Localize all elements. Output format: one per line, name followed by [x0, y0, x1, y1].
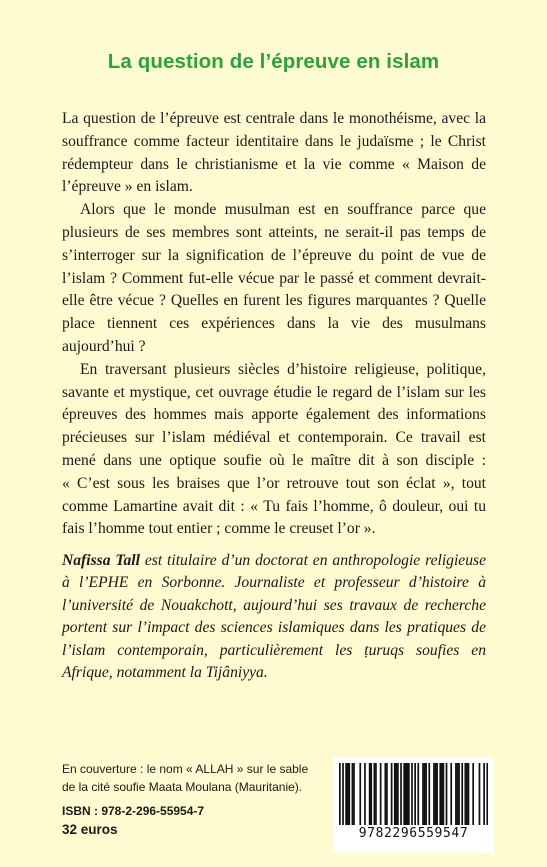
cover-credit	[62, 761, 332, 796]
blurb-paragraph: Alors que le monde musulman est en souffrance parce que plusieurs de ses membres sont atteints, ne serait-il pas temps de s’interroger sur la signification de l’épreuve du point de vue de l’islam ? Comment fut-elle vécue par le passé et comment devrait-elle être vécue ? Quelles en furent les figures marquantes ? Quelle place tiennent ces expériences dans la vie des musulmans aujourd’hui ?	[62, 201, 486, 355]
barcode-bar	[446, 763, 448, 825]
barcode-bar	[339, 763, 341, 825]
barcode-bar	[483, 763, 485, 825]
author-bio	[62, 550, 486, 684]
barcode-bar	[455, 763, 457, 825]
author-name: Nafissa Tall	[62, 552, 140, 569]
barcode-bars	[339, 763, 488, 825]
barcode-bar	[464, 763, 466, 825]
barcode-bar	[345, 763, 347, 825]
barcode-bar	[428, 763, 430, 825]
barcode-bar	[342, 763, 344, 825]
barcode-bar	[422, 763, 424, 825]
barcode-bar	[395, 763, 397, 825]
barcode-bar	[348, 763, 350, 825]
barcode-number: 9782296559547	[358, 826, 469, 841]
price-label: 32 euros	[62, 822, 118, 837]
barcode-bar	[461, 763, 463, 825]
back-cover-blurb	[62, 108, 486, 541]
barcode-bar	[384, 763, 386, 825]
cover-credit-line: de la cité soufie Maata Moulana (Mauritanie).	[62, 779, 303, 794]
cover-credit-line: En couverture : le nom « ALLAH » sur le sable	[62, 762, 309, 776]
blurb-paragraph: La question de l’épreuve est centrale dans le monothéisme, avec la souffrance comme facteur identitaire dans le judaïsme ; le Christ rédempteur dans le christianisme et la vie comme « Maison de l’épreuve » en islam.	[62, 110, 486, 196]
barcode-bar	[479, 763, 481, 825]
barcode-bar	[374, 763, 376, 825]
barcode-bar	[380, 763, 382, 825]
barcode-bar	[405, 763, 407, 825]
barcode-bar	[403, 763, 405, 825]
barcode-bar	[411, 763, 413, 825]
barcode-bar	[375, 763, 377, 825]
barcode-bar	[486, 763, 488, 825]
barcode-bar	[397, 763, 399, 825]
blurb-paragraph: En traversant plusieurs siècles d’histoire religieuse, politique, savante et mystique, cet ouvrage étudie le regard de l’islam sur les épreuves des hommes mais apporte également des informations précieuses sur l’islam médiéval et contemporain. Ce travail est mené dans une optique soufie où le maître dit à son disciple : « C’est sous les braises que l’or retrouve tout son éclat », tout comme Lamartine avait dit : « Tu fais l’homme, ô douleur, oui tu fais l’homme tout entier ; comme le creuset l’or ».	[62, 360, 486, 538]
barcode-bar	[466, 763, 468, 825]
barcode-bar	[417, 763, 419, 825]
barcode-bar	[369, 763, 371, 825]
book-title: La question de l’épreuve en islam	[107, 50, 440, 73]
barcode	[333, 757, 494, 853]
barcode-bar	[359, 763, 361, 825]
barcode-bar	[450, 763, 452, 825]
barcode-bar	[386, 763, 388, 825]
barcode-bar	[458, 763, 460, 825]
barcode-bar	[370, 763, 372, 825]
barcode-bar	[406, 763, 408, 825]
barcode-bar	[441, 763, 443, 825]
barcode-bar	[468, 763, 470, 825]
author-bio-text: est titulaire d’un doctorat en anthropologie religieuse à l’EPHE en Sorbonne. Journaliste et professeur d’histoire à l’université de Nouakchott, aujourd’hui ses travaux de recherche portent sur l’impact des sciences islamiques dans les pratiques de l’islam contemporain, particulièrement les ṭuruqs soufies en Afrique, notamment la Tijâniyya.	[62, 552, 486, 682]
barcode-bar	[435, 763, 437, 825]
isbn-label: ISBN : 978-2-296-55954-7	[62, 804, 205, 818]
barcode-bar	[443, 763, 445, 825]
barcode-bar	[391, 763, 393, 825]
barcode-bar	[457, 763, 459, 825]
barcode-bar	[436, 763, 438, 825]
barcode-bar	[472, 763, 474, 825]
barcode-bar	[347, 763, 349, 825]
barcode-bar	[352, 763, 354, 825]
barcode-bar	[408, 763, 410, 825]
barcode-bar	[364, 763, 366, 825]
barcode-bar	[414, 763, 416, 825]
barcode-bar	[394, 763, 396, 825]
barcode-bar	[353, 763, 355, 825]
barcode-bar	[439, 763, 441, 825]
barcode-bar	[425, 763, 427, 825]
barcode-bar	[424, 763, 426, 825]
barcode-bar	[400, 763, 402, 825]
barcode-bar	[433, 763, 435, 825]
